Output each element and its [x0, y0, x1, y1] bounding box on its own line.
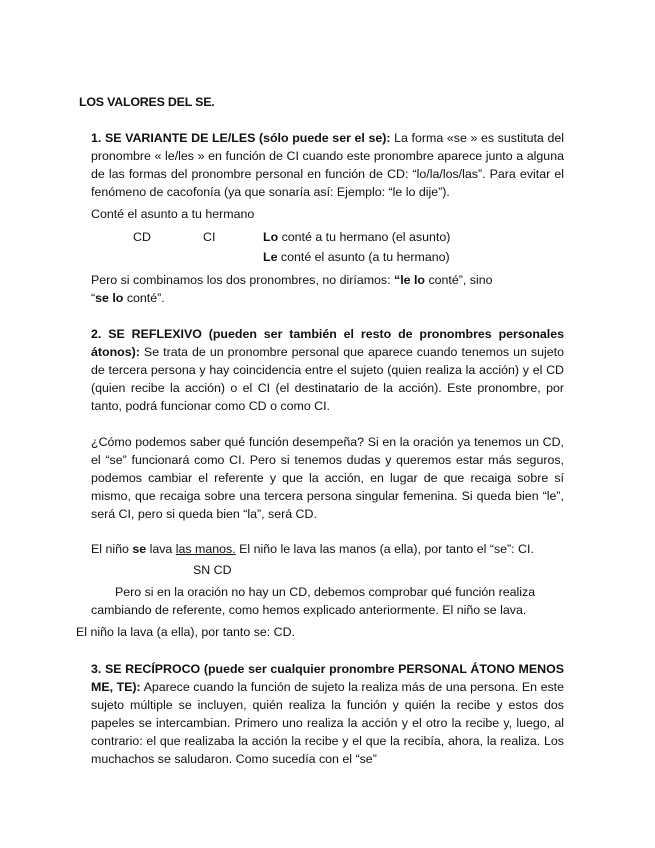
section-2-paragraph-2: ¿Cómo podemos saber qué función desempeña? Si en la oración ya tenemos un CD, el “se” funcionará como CI. Pero si tenemos dudas y queremos estar más seguros, podemos cambiar el referente y que la acción, en lugar de que recaiga sobre sí mismo, que recaiga sobre una tercera persona singular femenina. Si queda bien “le”, será CI, pero si queda bien “la”, será CD. — [91, 435, 564, 521]
section-2-paragraph-3-line-2: cambiando de referente, como hemos explicado anteriormente. El niño se lava. — [91, 603, 527, 617]
combination-mid: conté”, sino — [425, 273, 493, 287]
section-1-heading: 1. SE VARIANTE DE LE/LES (sólo puede ser el se): — [91, 131, 391, 145]
combination-bold: “le lo — [394, 273, 425, 287]
example-part-b: lava — [146, 542, 176, 556]
example-le-bold: Le — [263, 250, 278, 264]
combination-pre: Pero si combinamos los dos pronombres, no diríamos: — [91, 273, 395, 287]
section-2-paragraph — [91, 325, 564, 415]
example-le — [263, 249, 450, 265]
combination-line-2 — [91, 290, 165, 306]
example-le-text: conté el asunto (a tu hermano) — [277, 250, 450, 264]
example-part-c: El niño le lava las manos (a ella), por tanto el “se”: CI. — [235, 542, 534, 556]
combination-post: conté”. — [123, 291, 165, 305]
section-1-paragraph — [91, 129, 564, 201]
sn-cd-label: SN CD — [193, 563, 232, 577]
reflexive-example — [91, 541, 534, 557]
combination-line-1 — [91, 272, 493, 288]
section-3-paragraph — [91, 660, 564, 768]
example-lo — [263, 229, 450, 245]
section-2-text: Se trata de un pronombre personal que aparece cuando tenemos un sujeto de tercera persona y hay coincidencia entre el sujeto (quien realiza la acción) y el CD (quien recibe la acción) o el CI (el destinatario de la acción). Este pronombre, por tanto, podrá funcionar como CD o como CI. — [91, 345, 564, 413]
example-lo-text: conté a tu hermano (el asunto) — [278, 230, 451, 244]
section-3-heading: 3. SE RECÍPROCO (puede ser cualquier pronombre PERSONAL ÁTONO MENOS ME, TE): — [91, 662, 564, 694]
example-part-a: El niño — [91, 542, 133, 556]
example-lo-bold: Lo — [263, 230, 279, 244]
combination-bold-2: se lo — [95, 291, 124, 305]
example-se-bold: se — [132, 542, 147, 556]
section-1-example: Conté el asunto a tu hermano — [91, 207, 255, 221]
section-2-paragraph-3-line-3: El niño la lava (a ella), por tanto se: CD. — [76, 625, 296, 639]
ci-label: CI — [203, 230, 216, 244]
section-3-text: Aparece cuando la función de sujeto la realiza más de una persona. En este sujeto múltiple se incluyen, quién realiza la función y quién la recibe y estos dos papeles se intercambian. Primero uno realiza la acción y el otro la recibe y, luego, al contrario: el que realizaba la acción la recibe y el que la recibía, ahora, la realiza. Los muchachos se saludaron. Como sucedía con el “se” — [91, 680, 564, 766]
section-2-heading: 2. SE REFLEXIVO (pueden ser también el resto de pronombres personales átonos): — [91, 327, 564, 359]
section-2-paragraph-3-line-1: Pero si en la oración no hay un CD, debemos comprobar qué función realiza — [115, 585, 536, 599]
combination-open-quote: “ — [91, 291, 96, 305]
section-1-text: La forma «se » es sustituta del pronombre « le/les » en función de CI cuando este pronombre aparece junto a alguna de las formas del pronombre personal en función de CD: “lo/la/los/las”. Para evitar el fenómeno de cacofonía (ya que sonaría así: Ejemplo: “le lo dije”). — [91, 131, 564, 199]
example-manos-underlined: las manos. — [175, 542, 236, 556]
cd-label: CD — [133, 230, 151, 244]
document-title: LOS VALORES DEL SE. — [79, 95, 215, 109]
